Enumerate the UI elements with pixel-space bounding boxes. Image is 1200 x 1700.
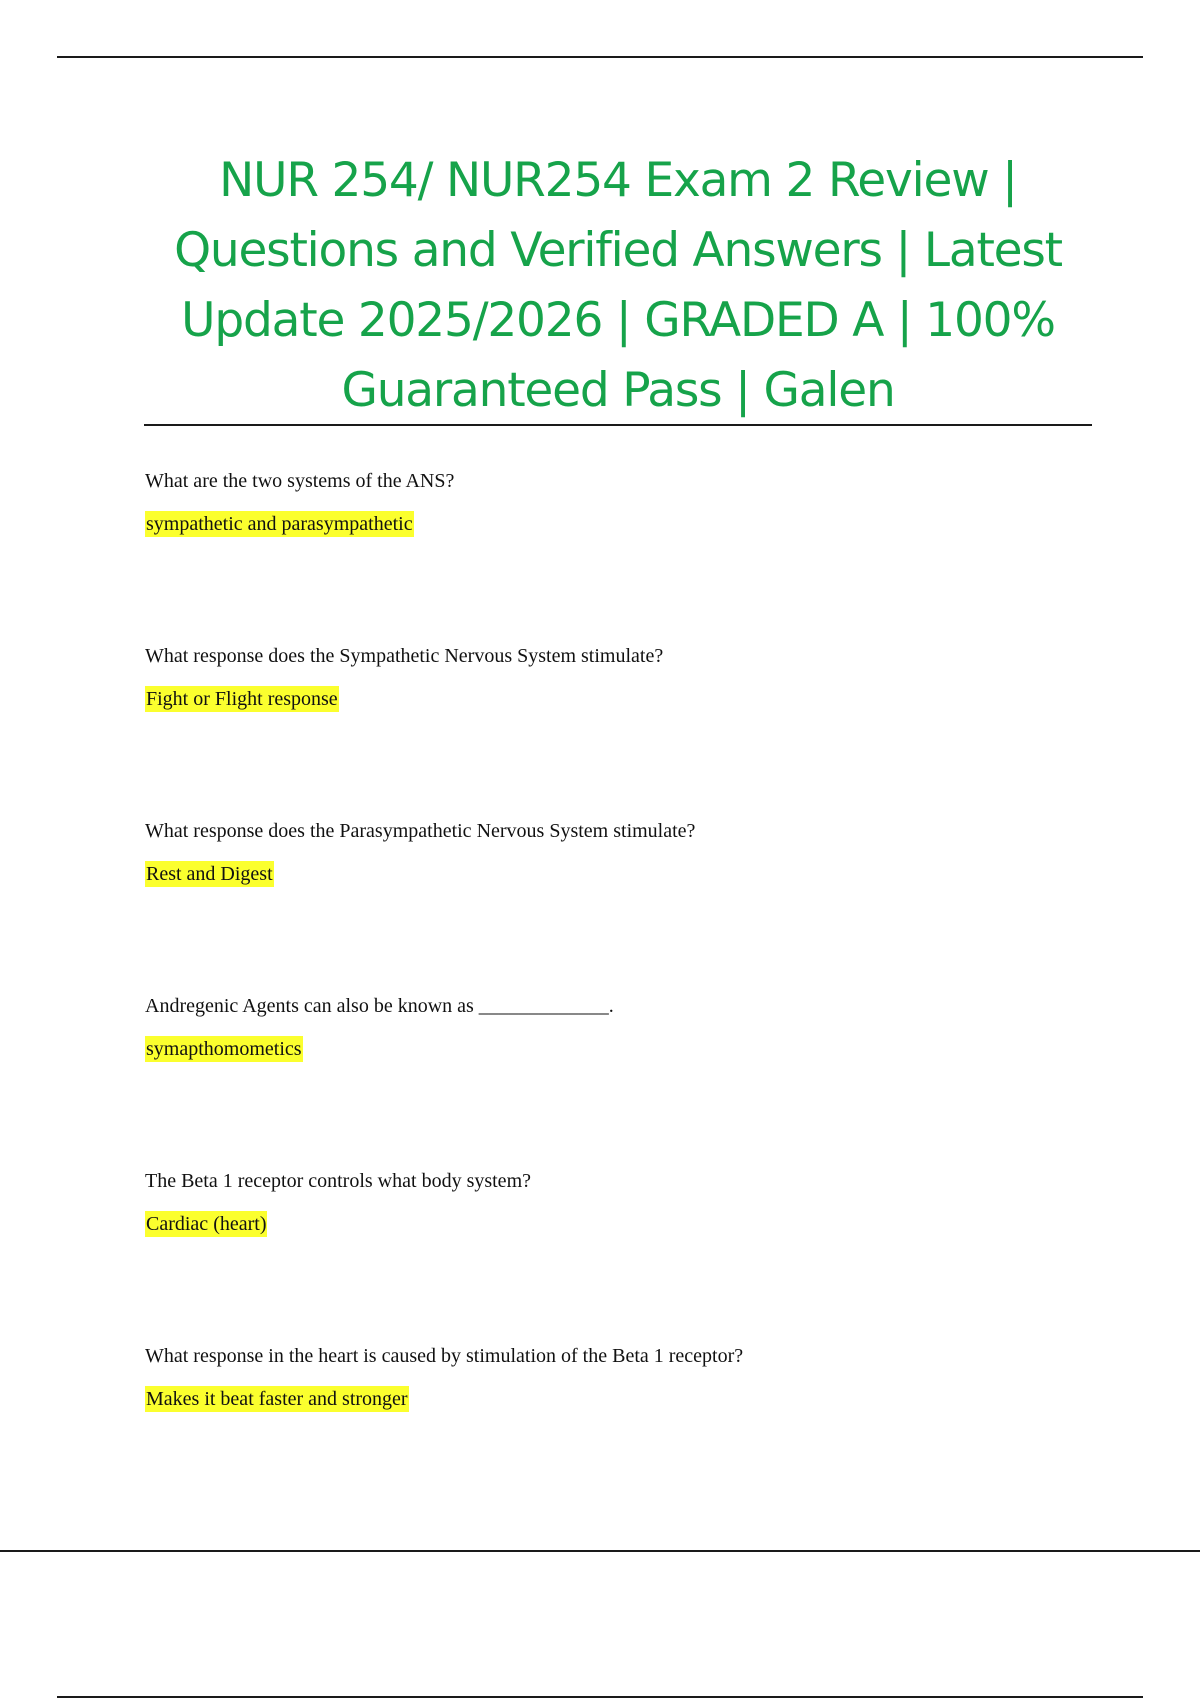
answer-highlight: Fight or Flight response: [146, 688, 338, 710]
bottom-rule: [57, 1696, 1143, 1698]
answer-highlight: Rest and Digest: [146, 863, 273, 885]
answer-highlight: symapthomometics: [146, 1038, 302, 1060]
qa-item-2: [145, 643, 1145, 712]
document-title: NUR 254/ NUR254 Exam 2 Review | Questions and Verified Answers | Latest Update 2025/2026 | GRADED A | 100% Guaranteed Pass | Galen: [174, 153, 1062, 418]
question-text: Andregenic Agents can also be known as _____________.: [145, 995, 614, 1017]
top-rule: [57, 56, 1143, 58]
answer-highlight: sympathetic and parasympathetic: [146, 513, 413, 535]
qa-item-4: [145, 993, 1145, 1062]
title-underline: [144, 424, 1092, 426]
question-text: What response in the heart is caused by stimulation of the Beta 1 receptor?: [145, 1345, 744, 1367]
qa-item-5: [145, 1168, 1145, 1237]
qa-item-1: [145, 468, 1145, 537]
question-text: What response does the Parasympathetic Nervous System stimulate?: [145, 820, 696, 842]
answer-highlight: Cardiac (heart): [146, 1213, 267, 1235]
answer-highlight: Makes it beat faster and stronger: [146, 1388, 408, 1410]
question-text: What are the two systems of the ANS?: [145, 470, 455, 492]
qa-item-6: [145, 1343, 1145, 1412]
qa-item-3: [145, 818, 1145, 887]
question-text: The Beta 1 receptor controls what body system?: [145, 1170, 531, 1192]
footer-rule: [0, 1550, 1200, 1552]
question-text: What response does the Sympathetic Nervous System stimulate?: [145, 645, 664, 667]
